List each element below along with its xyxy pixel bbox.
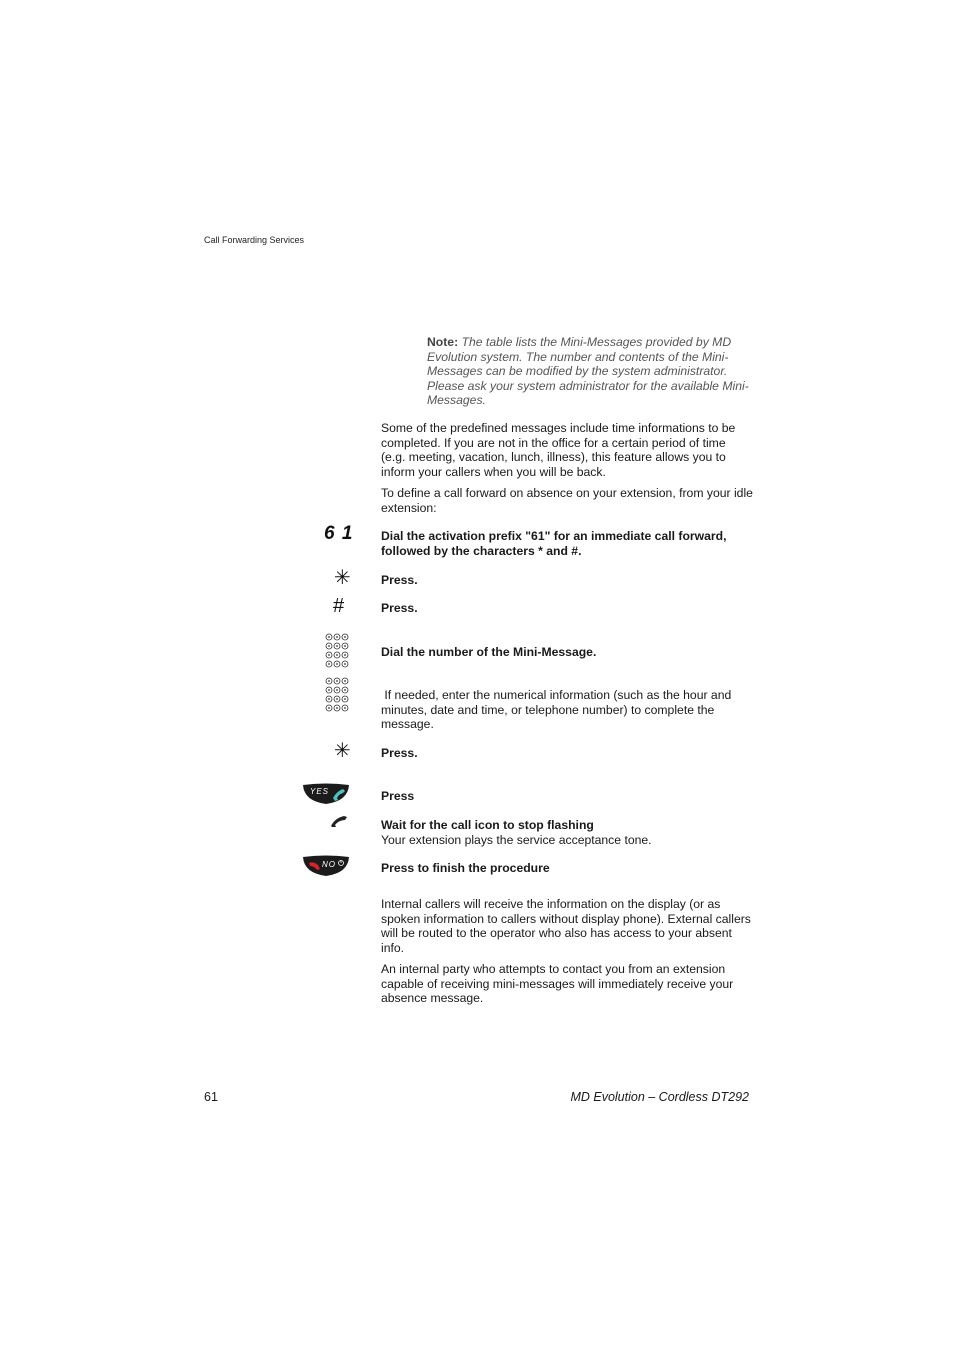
prefix-instruction: Dial the activation prefix "61" for an immediate call forward, followed by the characters * and #.: [381, 529, 727, 558]
outro-paragraph-2: An internal party who attempts to contact you from an extension capable of receiving mini-messages will immediately receive your absence message.: [381, 962, 734, 1005]
yes-key-label: YES: [310, 787, 330, 796]
no-key-icon: [302, 855, 350, 877]
no-key-label: NO: [322, 860, 336, 869]
star-key-icon: ✳: [334, 567, 351, 589]
intro-paragraph-2: To define a call forward on absence on your extension, from your idle extension:: [381, 486, 753, 515]
hash-key-icon: #: [333, 595, 345, 617]
wait-step: [381, 818, 753, 847]
note-body: The table lists the Mini-Messages provided by MD Evolution system. The number and contents of the Mini-Messages can be modified by the system administrator. Please ask your system administrator for the available Mini-Messages.: [427, 335, 749, 407]
yes-key-icon: [302, 783, 350, 805]
handset-icon: [329, 814, 349, 828]
star2-instruction: Press.: [381, 746, 418, 760]
outro-paragraph-1: Internal callers will receive the information on the display (or as spoken information to callers without display phone). External callers will be routed to the operator who also has access to your absent info.: [381, 897, 751, 955]
note-label: Note:: [427, 335, 459, 349]
info-instruction: If needed, enter the numerical information (such as the hour and minutes, date and time, or telephone number) to complete the message.: [381, 688, 735, 731]
wait-body: Your extension plays the service acceptance tone.: [381, 832, 652, 847]
keypad-icon: [325, 677, 351, 713]
note-block: [427, 335, 753, 408]
prefix-digits: 6 1: [324, 523, 354, 544]
section-header: Call Forwarding Services: [204, 235, 305, 245]
star-instruction: Press.: [381, 573, 418, 587]
document-title: MD Evolution – Cordless DT292: [570, 1090, 749, 1104]
yes-instruction: Press: [381, 789, 415, 803]
wait-title: Wait for the call icon to stop flashing: [381, 818, 594, 832]
hash-instruction: Press.: [381, 601, 418, 615]
no-instruction: Press to finish the procedure: [381, 861, 550, 875]
intro-paragraph-1: Some of the predefined messages include time informations to be completed. If you are not in the office for a certain period of time (e.g. meeting, vacation, lunch, illness), this feature allows you to inform your callers when you will be back.: [381, 421, 736, 479]
star-key-icon: ✳: [334, 740, 351, 762]
keypad-icon: [325, 633, 351, 669]
page-number: 61: [204, 1090, 218, 1104]
dial-instruction: Dial the number of the Mini-Message.: [381, 645, 597, 659]
